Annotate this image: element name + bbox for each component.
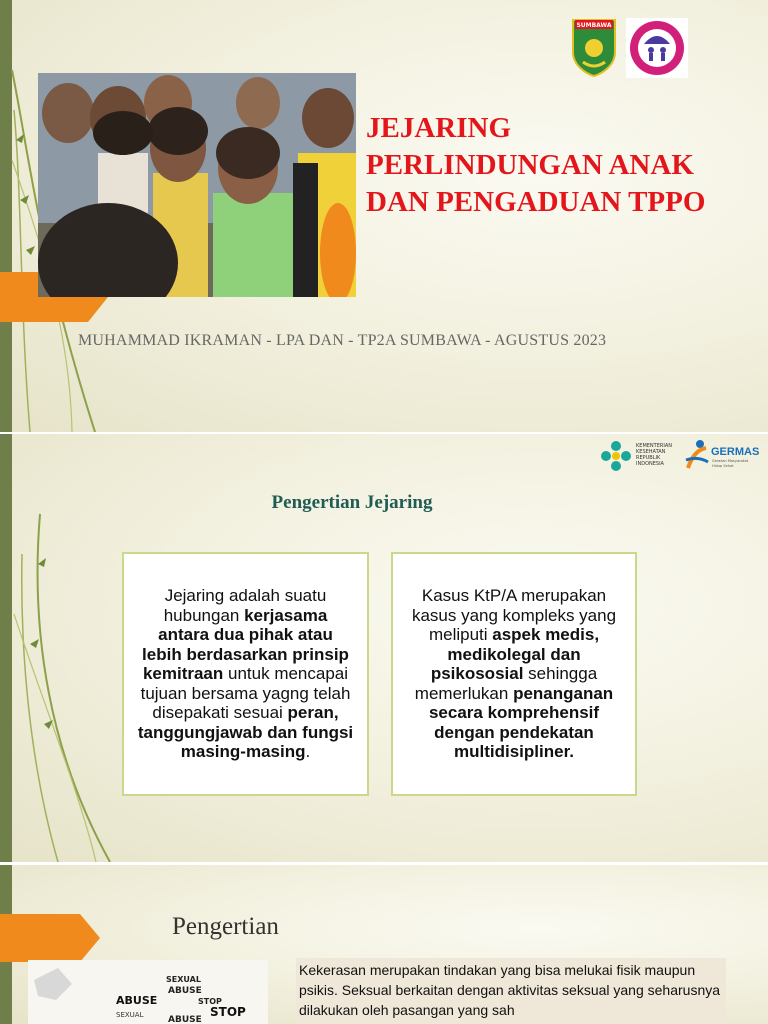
svg-text:ABUSE: ABUSE — [116, 994, 158, 1007]
kemenkes-logo: KEMENTERIAN KESEHATAN REPUBLIK INDONESIA — [598, 438, 676, 474]
lpa-logo — [626, 18, 688, 78]
svg-text:SEXUAL: SEXUAL — [166, 975, 201, 984]
svg-text:SEXUAL: SEXUAL — [116, 1011, 144, 1019]
svg-text:STOP: STOP — [198, 997, 222, 1006]
germas-figure-icon — [684, 438, 710, 472]
title-line-3: DAN PENGADUAN TPPO — [366, 186, 706, 218]
germas-logo: GERMAS Gerakan Masyarakat Hidup Sehat — [684, 438, 764, 474]
title-line-2: PERLINDUNGAN ANAK — [366, 149, 694, 181]
abuse-wordcloud-image — [28, 960, 268, 1024]
slide-title-text — [366, 110, 756, 221]
svg-text:STOP: STOP — [210, 1005, 246, 1019]
svg-text:ABUSE: ABUSE — [168, 1015, 202, 1024]
definition-box-jejaring: Jejaring adalah suatu hubungan kerjasama antara dua pihak atau lebih berdasarkan prinsip kemitraan untuk mencapai tujuan bersama yagng telah disepakati sesuai peran, tanggungjawab dan fungsi masing-masing. — [122, 552, 369, 796]
slide-pengertian-jejaring — [0, 434, 768, 862]
children-photo — [38, 73, 356, 297]
kemenkes-emblem-icon — [598, 438, 634, 474]
definition-box-kasus-ktpa: Kasus KtP/A merupakan kasus yang kompleks yang meliputi aspek medis, medikolegal dan psikososial sehingga memerlukan penanganan secara komprehensif dengan pendekatan multidisipliner. — [391, 552, 637, 796]
slide-heading: Pengertian — [172, 913, 279, 940]
presenter-subtitle: MUHAMMAD IKRAMAN - LPA DAN - TP2A SUMBAWA - AGUSTUS 2023 — [78, 332, 607, 349]
svg-text:ABUSE: ABUSE — [168, 986, 202, 996]
orange-arrow-accent — [0, 914, 100, 962]
svg-text:SUMBAWA: SUMBAWA — [576, 22, 612, 29]
slide-pengertian — [0, 865, 768, 1024]
slide-title — [0, 0, 768, 432]
sumbawa-regency-logo — [571, 16, 617, 78]
title-line-1: JEJARING — [366, 112, 512, 144]
definition-paragraph: Kekerasan merupakan tindakan yang bisa melukai fisik maupun psikis. Seksual berkaitan dengan aktivitas seksual yang seharusnya dilakukan oleh pasangan yang sah — [296, 958, 726, 1024]
slide-heading: Pengertian Jejaring — [271, 492, 433, 513]
